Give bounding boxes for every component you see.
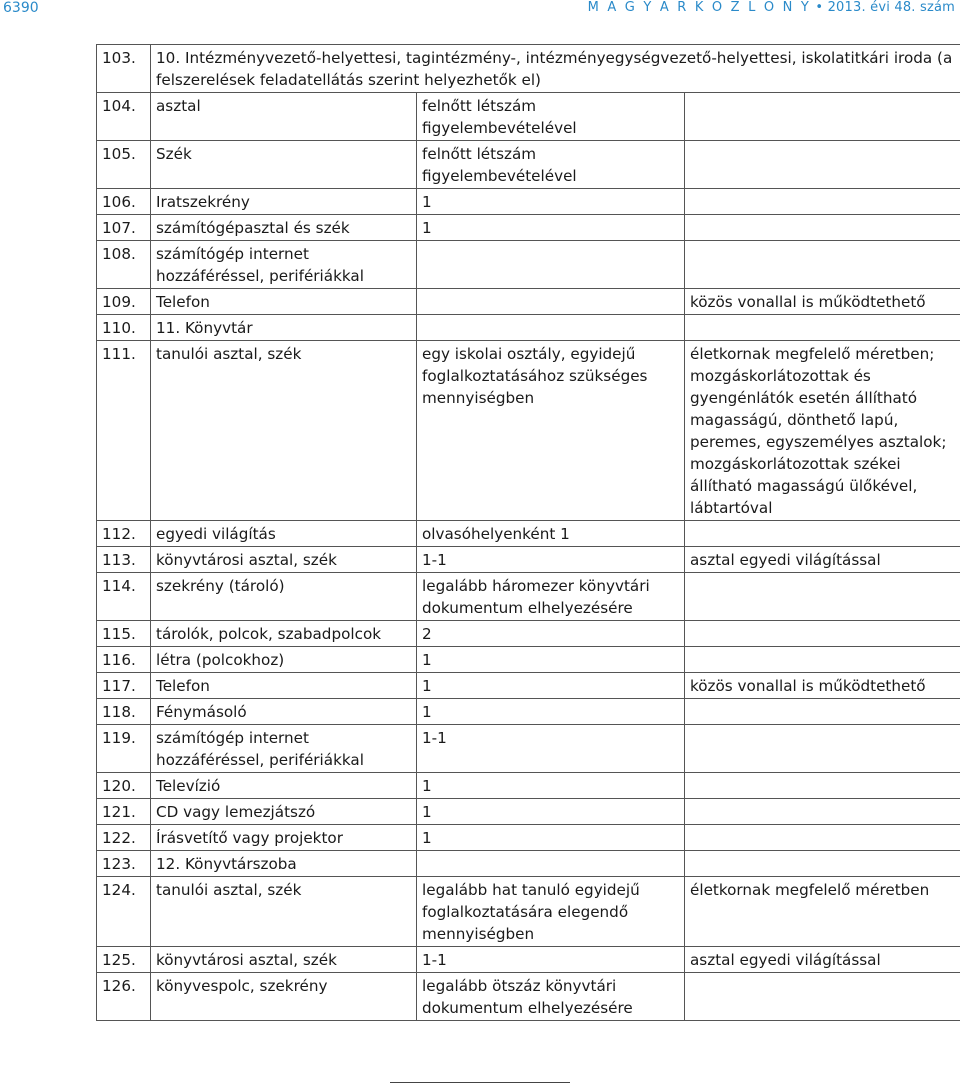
item-cell: 12. Könyvtárszoba — [151, 851, 417, 877]
note-cell — [685, 573, 960, 621]
item-cell: Írásvetítő vagy projektor — [151, 825, 417, 851]
row-number: 126. — [97, 973, 151, 1021]
item-cell: tanulói asztal, szék — [151, 877, 417, 947]
row-number: 107. — [97, 215, 151, 241]
quantity-cell: 1-1 — [417, 725, 685, 773]
table-row — [97, 315, 960, 341]
table-row — [97, 215, 960, 241]
table-row — [97, 699, 960, 725]
table-row — [97, 189, 960, 215]
quantity-cell — [417, 315, 685, 341]
note-cell: asztal egyedi világítással — [685, 547, 960, 573]
item-cell: CD vagy lemezjátszó — [151, 799, 417, 825]
item-cell: számítógép internet hozzáféréssel, perifériákkal — [151, 241, 417, 289]
item-cell: Televízió — [151, 773, 417, 799]
row-number: 121. — [97, 799, 151, 825]
table-row — [97, 877, 960, 947]
quantity-cell: legalább hat tanuló egyidejű foglalkoztatására elegendő mennyiségben — [417, 877, 685, 947]
quantity-cell: 1 — [417, 825, 685, 851]
note-cell — [685, 241, 960, 289]
item-cell: tárolók, polcok, szabadpolcok — [151, 621, 417, 647]
note-cell — [685, 141, 960, 189]
item-cell: Fénymásoló — [151, 699, 417, 725]
row-number: 115. — [97, 621, 151, 647]
table-row — [97, 45, 960, 93]
note-cell — [685, 973, 960, 1021]
note-cell — [685, 93, 960, 141]
footer-rule — [390, 1082, 570, 1083]
table-row — [97, 725, 960, 773]
item-cell: tanulói asztal, szék — [151, 341, 417, 521]
table-row — [97, 241, 960, 289]
quantity-cell: 1 — [417, 189, 685, 215]
page-header — [0, 0, 960, 22]
quantity-cell: felnőtt létszám figyelembevételével — [417, 141, 685, 189]
row-number: 120. — [97, 773, 151, 799]
row-number: 124. — [97, 877, 151, 947]
row-number: 119. — [97, 725, 151, 773]
quantity-cell: egy iskolai osztály, egyidejű foglalkoztatásához szükséges mennyiségben — [417, 341, 685, 521]
row-number: 110. — [97, 315, 151, 341]
table-row — [97, 547, 960, 573]
note-cell — [685, 621, 960, 647]
quantity-cell: felnőtt létszám figyelembevételével — [417, 93, 685, 141]
page-number: 6390 — [3, 0, 39, 16]
table-row — [97, 341, 960, 521]
table-row — [97, 773, 960, 799]
table-row — [97, 851, 960, 877]
note-cell — [685, 189, 960, 215]
row-number: 114. — [97, 573, 151, 621]
item-cell: könyvespolc, szekrény — [151, 973, 417, 1021]
quantity-cell: 1 — [417, 647, 685, 673]
note-cell — [685, 851, 960, 877]
note-cell: életkornak megfelelő méretben; mozgáskorlátozottak és gyengénlátók esetén állítható magasságú, dönthető lapú, peremes, egyszemélyes asztalok; mozgáskorlátozottak székei állítható magasságú ülőkével, lábtartóval — [685, 341, 960, 521]
row-number: 109. — [97, 289, 151, 315]
note-cell — [685, 825, 960, 851]
quantity-cell: 1-1 — [417, 947, 685, 973]
quantity-cell: olvasóhelyenként 1 — [417, 521, 685, 547]
item-cell: létra (polcokhoz) — [151, 647, 417, 673]
item-cell: egyedi világítás — [151, 521, 417, 547]
row-number: 105. — [97, 141, 151, 189]
note-cell — [685, 773, 960, 799]
table-row — [97, 973, 960, 1021]
quantity-cell: legalább háromezer könyvtári dokumentum elhelyezésére — [417, 573, 685, 621]
issue-label: 2013. évi 48. szám — [827, 0, 955, 15]
table-row — [97, 573, 960, 621]
quantity-cell: 1 — [417, 799, 685, 825]
note-cell — [685, 521, 960, 547]
table-row — [97, 621, 960, 647]
row-number: 123. — [97, 851, 151, 877]
item-cell: könyvtárosi asztal, szék — [151, 947, 417, 973]
item-cell: asztal — [151, 93, 417, 141]
quantity-cell: legalább ötszáz könyvtári dokumentum elhelyezésére — [417, 973, 685, 1021]
row-number: 122. — [97, 825, 151, 851]
row-number: 104. — [97, 93, 151, 141]
item-cell: szekrény (tároló) — [151, 573, 417, 621]
note-cell — [685, 699, 960, 725]
table-row — [97, 673, 960, 699]
note-cell — [685, 647, 960, 673]
quantity-cell — [417, 241, 685, 289]
publication-title: M A G Y A R K Ö Z L Ö N Y — [587, 0, 812, 15]
item-cell: könyvtárosi asztal, szék — [151, 547, 417, 573]
equipment-table — [96, 44, 960, 1021]
table-row — [97, 289, 960, 315]
row-number: 116. — [97, 647, 151, 673]
note-cell: közös vonallal is működtethető — [685, 289, 960, 315]
item-cell: Szék — [151, 141, 417, 189]
row-number: 106. — [97, 189, 151, 215]
table-row — [97, 647, 960, 673]
quantity-cell: 1 — [417, 673, 685, 699]
row-number: 103. — [97, 45, 151, 93]
table-row — [97, 93, 960, 141]
item-cell: számítógép internet hozzáféréssel, perifériákkal — [151, 725, 417, 773]
note-cell: közös vonallal is működtethető — [685, 673, 960, 699]
item-cell: számítógépasztal és szék — [151, 215, 417, 241]
quantity-cell: 1-1 — [417, 547, 685, 573]
row-number: 125. — [97, 947, 151, 973]
item-cell: 11. Könyvtár — [151, 315, 417, 341]
row-number: 108. — [97, 241, 151, 289]
section-heading-cell: 10. Intézményvezető-helyettesi, tagintézmény-, intézményegységvezető-helyettesi, iskolatitkári iroda (a felszerelések feladatellátás szerint helyezhetők el) — [151, 45, 960, 93]
row-number: 111. — [97, 341, 151, 521]
note-cell: életkornak megfelelő méretben — [685, 877, 960, 947]
table-row — [97, 825, 960, 851]
note-cell — [685, 725, 960, 773]
item-cell: Telefon — [151, 673, 417, 699]
quantity-cell: 1 — [417, 699, 685, 725]
row-number: 112. — [97, 521, 151, 547]
row-number: 117. — [97, 673, 151, 699]
table-row — [97, 799, 960, 825]
quantity-cell: 1 — [417, 215, 685, 241]
item-cell: Telefon — [151, 289, 417, 315]
quantity-cell: 1 — [417, 773, 685, 799]
quantity-cell — [417, 851, 685, 877]
note-cell — [685, 799, 960, 825]
note-cell: asztal egyedi világítással — [685, 947, 960, 973]
table-row — [97, 947, 960, 973]
quantity-cell — [417, 289, 685, 315]
note-cell — [685, 215, 960, 241]
table-row — [97, 141, 960, 189]
table-row — [97, 521, 960, 547]
quantity-cell: 2 — [417, 621, 685, 647]
row-number: 113. — [97, 547, 151, 573]
note-cell — [685, 315, 960, 341]
running-title: M A G Y A R K Ö Z L Ö N Y • 2013. évi 48. szám — [587, 0, 955, 15]
item-cell: Iratszekrény — [151, 189, 417, 215]
row-number: 118. — [97, 699, 151, 725]
